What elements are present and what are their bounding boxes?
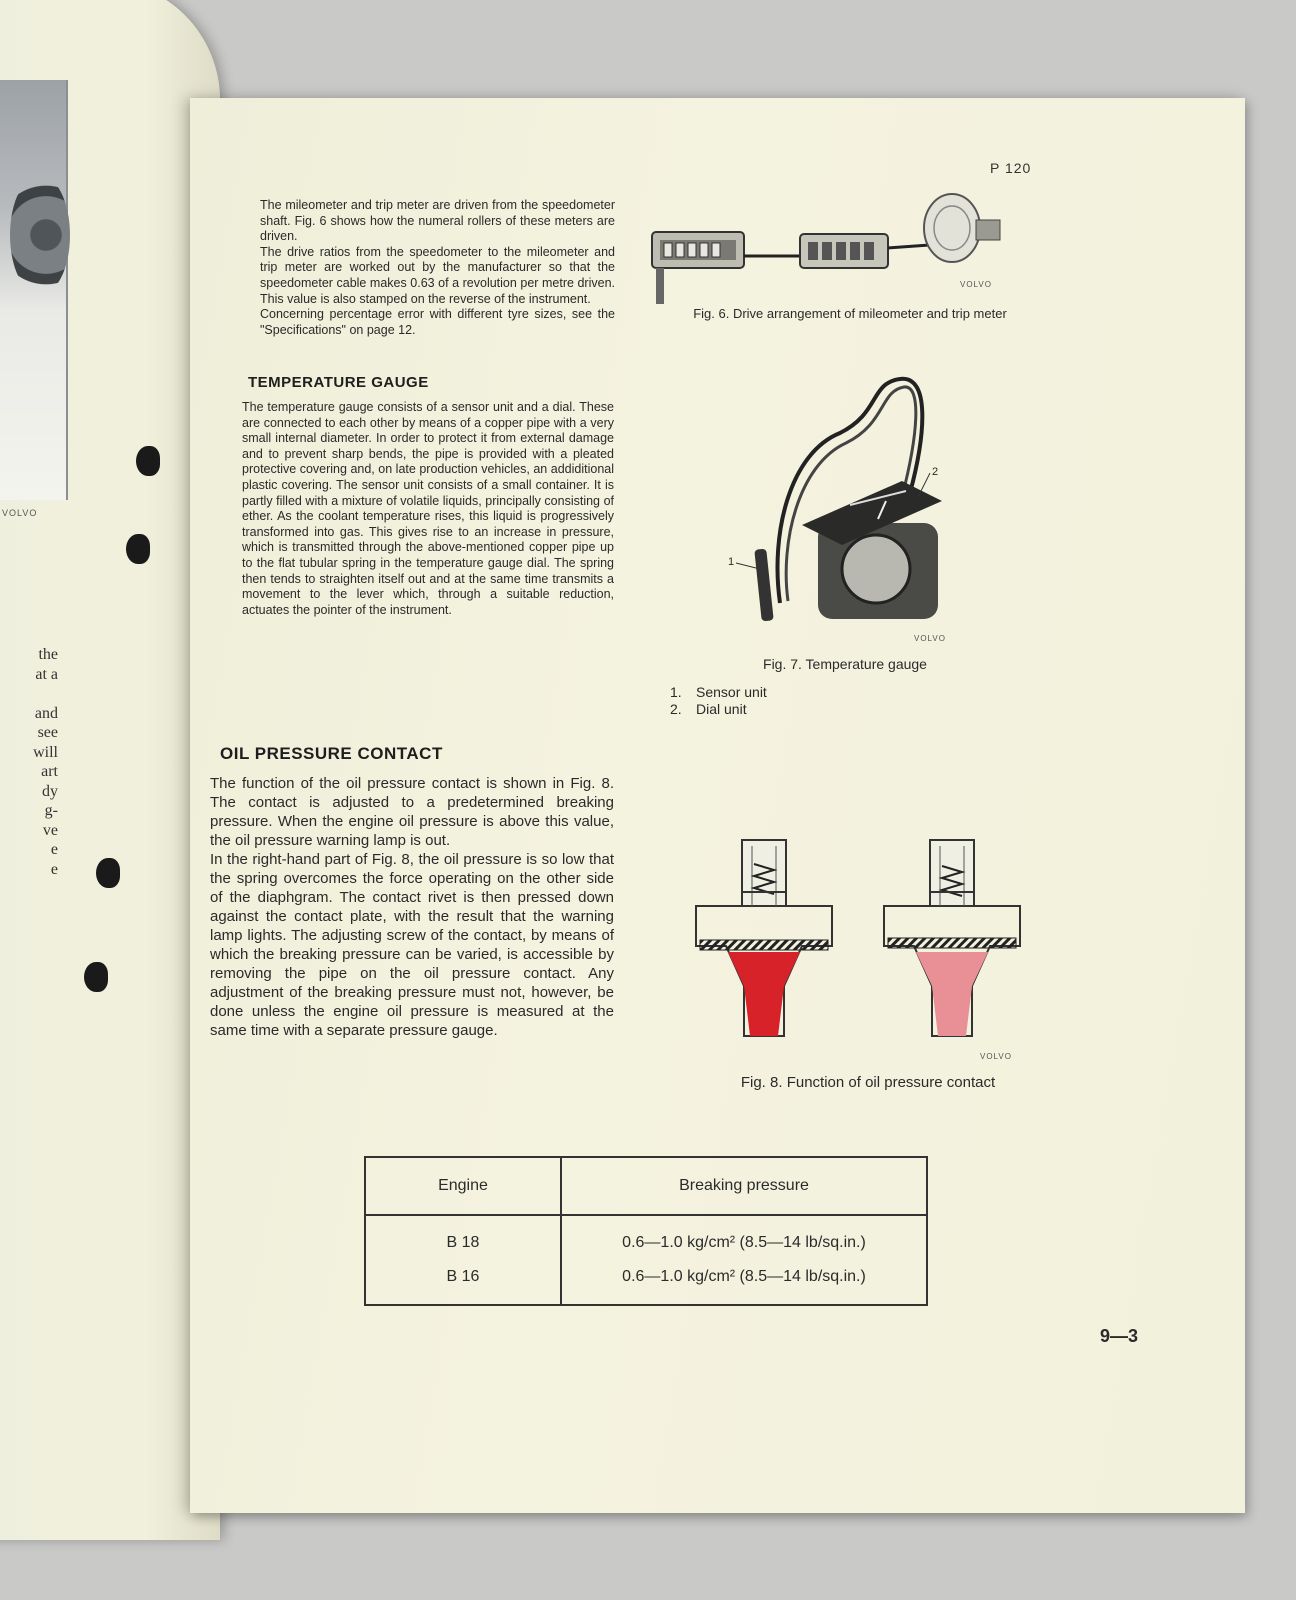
oil-contact-left bbox=[696, 840, 832, 1036]
table-row bbox=[365, 1260, 927, 1305]
legend-label: Dial unit bbox=[696, 701, 747, 717]
page-footer-number: 9—3 bbox=[1100, 1326, 1139, 1346]
left-fragment: the bbox=[38, 646, 58, 663]
oil-pressure-heading: OIL PRESSURE CONTACT bbox=[220, 744, 443, 763]
oil-paragraph: In the right-hand part of Fig. 8, the oil pressure is so low that the spring overcomes the force operating on the other side of the diaphgram. The contact rivet is then pressed down against the contact plate, with the result that the warning lamp lights. The adjusting screw of the contact, by means of which the breaking pressure can be varied, is accessible by removing the pipe on the oil pressure contact. Any adjustment of the breaking pressure must not, however, be done unless the engine oil pressure is measured at the same time with a separate pressure gauge. bbox=[210, 851, 614, 1039]
col-header-breaking-pressure: Breaking pressure bbox=[561, 1157, 927, 1215]
manual-page bbox=[190, 98, 1245, 1513]
temperature-gauge-text bbox=[242, 400, 614, 618]
left-fragment: e bbox=[50, 860, 58, 878]
cell-engine: B 16 bbox=[365, 1260, 561, 1305]
fig6-caption: Fig. 6. Drive arrangement of mileometer and trip meter bbox=[693, 306, 1007, 321]
binder-hole bbox=[136, 446, 160, 476]
intro-paragraph: The mileometer and trip meter are driven from the speedometer shaft. Fig. 6 shows how the numeral rollers of these meters are driven. bbox=[260, 198, 615, 244]
binder-hole bbox=[84, 962, 108, 992]
binder-hole bbox=[96, 858, 120, 888]
left-fragment: will bbox=[33, 743, 58, 761]
oil-paragraph: The function of the oil pressure contact is shown in Fig. 8. The contact is adjusted to a predetermined breaking pressure. When the engine oil pressure is above this value, the oil pressure warning lamp is out. bbox=[210, 775, 614, 849]
page-header-number: P 120 bbox=[990, 160, 1032, 176]
cell-engine: B 18 bbox=[365, 1215, 561, 1260]
fig7-temperature-gauge-illustration bbox=[730, 373, 970, 633]
fig8-volvo-mark: VOLVO bbox=[980, 1052, 1012, 1061]
fig6-volvo-mark: VOLVO bbox=[960, 280, 992, 289]
fig8-oil-pressure-contact-illustration bbox=[694, 836, 1034, 1046]
legend-item bbox=[670, 684, 767, 701]
left-fragment: art bbox=[41, 763, 58, 780]
legend-label: Sensor unit bbox=[696, 684, 767, 700]
left-volvo-mark: VOLVO bbox=[2, 508, 38, 518]
left-page-text-fragments bbox=[0, 645, 58, 879]
fig6-drive-arrangement-illustration bbox=[650, 190, 1020, 310]
legend-number: 1. bbox=[670, 684, 682, 700]
brake-disk-image bbox=[10, 175, 70, 295]
oil-pressure-text bbox=[210, 774, 614, 1040]
col-header-engine: Engine bbox=[365, 1157, 561, 1215]
fig7-callout-1: 1 bbox=[728, 556, 735, 568]
legend-item bbox=[670, 701, 767, 718]
legend-number: 2. bbox=[670, 701, 682, 717]
fig8-caption: Fig. 8. Function of oil pressure contact bbox=[740, 1074, 996, 1091]
fig7-caption: Fig. 7. Temperature gauge bbox=[763, 656, 927, 672]
intro-paragraph: Concerning percentage error with different tyre sizes, see the "Specifications" on page 12. bbox=[260, 307, 615, 337]
left-fragment: g- bbox=[44, 802, 58, 819]
table-header-row bbox=[365, 1157, 927, 1215]
left-fragment bbox=[0, 684, 58, 704]
left-page-photo bbox=[0, 80, 68, 500]
left-fragment: at a bbox=[35, 665, 58, 683]
cell-pressure: 0.6—1.0 kg/cm² (8.5—14 lb/sq.in.) bbox=[561, 1260, 927, 1305]
left-fragment: and bbox=[34, 704, 58, 722]
cell-pressure: 0.6—1.0 kg/cm² (8.5—14 lb/sq.in.) bbox=[561, 1215, 927, 1260]
breaking-pressure-table bbox=[364, 1156, 928, 1306]
fig7-callout-2: 2 bbox=[932, 466, 939, 478]
left-page bbox=[0, 0, 220, 1540]
table-row bbox=[365, 1215, 927, 1260]
left-fragment: dy bbox=[42, 782, 58, 800]
binder-hole bbox=[126, 534, 150, 564]
temperature-paragraph: The temperature gauge consists of a sensor unit and a dial. These are connected to each other by means of a copper pipe with a very small internal diameter. In order to protect it from external damage and to prevent sharp bends, the pipe is provided with a pleated protective covering and, on late production vehicles, an addiditional plastic covering. The sensor unit consists of a small container. It is partly filled with a mixture of volatile liquids, principally consisting of ether. As the coolant temperature rises, this liquid is progressively transformed into gas. This gives rise to an increase in pressure, which is transmitted through the above-mentioned copper pipe up to the flat tubular spring in the temperature gauge dial. The spring then tends to straighten itself out and at the same time transmits a movement to the lever which, through a suitable reduction, actuates the pointer of the instrument. bbox=[242, 400, 614, 617]
intro-paragraph: The drive ratios from the speedometer to the mileometer and trip meter are worked out by the manufacturer so that the speedometer cable makes 0.63 of a revolution per metre driven. This value is also stamped on the reverse of the instrument. bbox=[260, 244, 615, 306]
left-fragment: ve bbox=[42, 821, 58, 839]
fig7-legend-list bbox=[670, 684, 767, 718]
intro-text-block bbox=[260, 198, 615, 338]
left-fragment: e bbox=[50, 841, 58, 858]
oil-contact-right bbox=[884, 840, 1020, 1036]
fig7-volvo-mark: VOLVO bbox=[914, 634, 946, 643]
temperature-gauge-heading: TEMPERATURE GAUGE bbox=[248, 374, 429, 391]
left-fragment: see bbox=[37, 724, 58, 741]
